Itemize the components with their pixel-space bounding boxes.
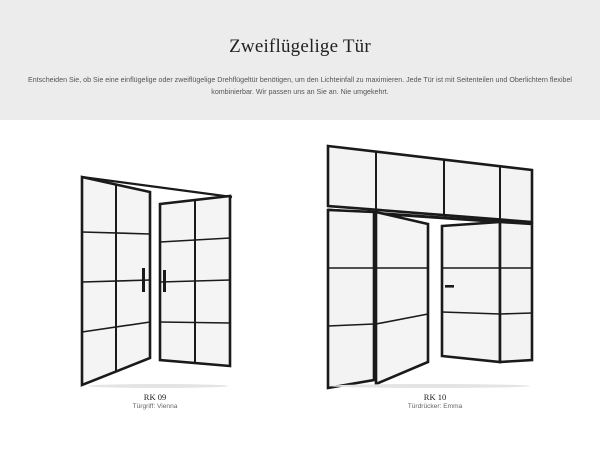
product-rk09[interactable] (78, 170, 238, 390)
product-code: RK 09 (143, 392, 167, 402)
product-handle-name: Türdrücker: Emma (407, 403, 463, 410)
product-handle-name: Türgriff: Vienna (132, 403, 178, 410)
door-rk10-image[interactable] (322, 140, 542, 390)
section-title: Zweiflügelige Tür (229, 36, 371, 57)
product-code: RK 10 (423, 392, 447, 402)
section-description: Entscheiden Sie, ob Sie eine einflügelige oder zweiflügelige Drehflügeltür benötigen, um den Lichteinfall zu maximieren. Jede Tür ist mit Seitenteilen und Oberlichtern flexibel kombinierbar. Wir passen uns an Sie an. Nie umgekehrt. (27, 76, 573, 96)
door-handle-icon (445, 285, 454, 288)
door-rk09-image[interactable] (78, 170, 238, 390)
product-rk10-caption (355, 392, 515, 411)
intro-section (0, 0, 600, 120)
product-rk09-caption (75, 392, 235, 411)
product-rk10[interactable] (322, 140, 542, 390)
door-handle-icon (142, 268, 145, 292)
